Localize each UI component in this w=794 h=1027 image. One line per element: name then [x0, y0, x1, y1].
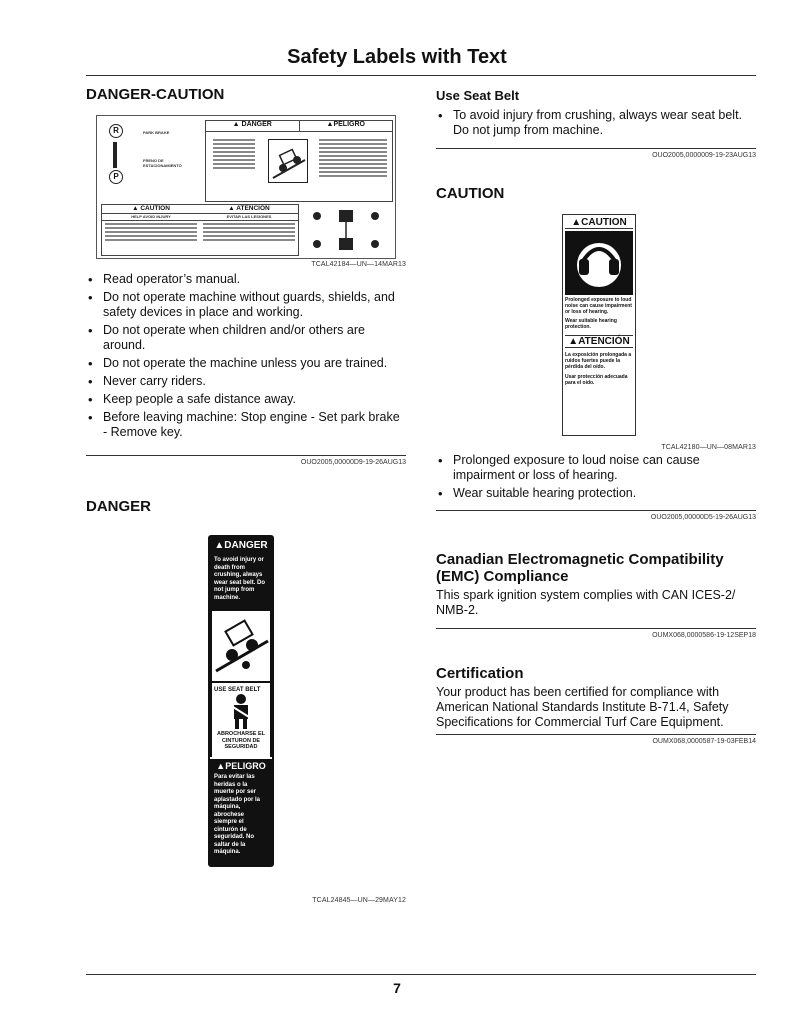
peligro-label-header: ▲PELIGRO [210, 757, 272, 772]
crush-pictogram [212, 611, 270, 681]
list-item: • Do not operate when children and/or others are around. [86, 323, 406, 353]
danger-caution-heading: DANGER-CAUTION [86, 86, 225, 103]
danger-caution-ref: OUO2005,00000D9-19-26AUG13 [300, 459, 406, 466]
park-icon: P [109, 170, 123, 184]
danger-heading: DANGER [86, 498, 152, 515]
list-item: • Wear suitable hearing protection. [436, 486, 756, 501]
caution-label-image [562, 214, 636, 436]
danger-label-header: ▲DANGER [210, 537, 272, 555]
abrocharse-text: ABROCHARSE EL CINTURON DE SEGURIDAD [212, 731, 270, 757]
list-item: • Read operator’s manual. [86, 272, 406, 287]
section-divider [436, 510, 756, 511]
list-item: • Do not operate machine without guards, shields, and safety devices in place and working. [86, 290, 406, 320]
footer-divider [86, 974, 756, 975]
caution-ref: OUO2005,00000D5-19-26AUG13 [650, 514, 756, 521]
help-avoid-injury: HELP AVOID INJURY [131, 214, 171, 219]
section-divider [86, 455, 406, 456]
danger-caution-label-image [96, 115, 396, 259]
atencion-label-text1: La exposición prolongada a ruidos fuertes puede la pérdida del oído. [565, 352, 632, 370]
danger-panel [205, 120, 393, 202]
list-item: • To avoid injury from crushing, always wear seat belt. Do not jump from machine. [436, 108, 756, 138]
caution-panel [101, 204, 299, 256]
certification-text: Your product has been certified for compliance with American National Standards Institute B-71.4, Safety Specifications for Commercial Turf Care Equipment. [436, 685, 729, 729]
peligro-label-text: Para evitar las heridas o la muerte por ser aplastado por la máquina, abrochese siempre el cinturón de seguridad. No saltar de la máquina. [214, 774, 261, 855]
lever-icon [113, 142, 117, 168]
certification-heading: Certification [436, 665, 524, 682]
list-item: • Keep people a safe distance away. [86, 392, 406, 407]
danger-label-text: To avoid injury or death from crushing, always wear seat belt. Do not jump from machine. [214, 557, 266, 601]
mower-diagram [303, 206, 393, 256]
seat-belt-ref: OUO2005,0000009-19-23AUG13 [652, 152, 756, 159]
danger-label-image [208, 535, 274, 867]
use-seat-belt-text: USE SEAT BELT [212, 683, 270, 693]
danger-header: ▲ DANGER [206, 121, 300, 131]
caution-bullet-list [436, 453, 756, 501]
seat-belt-heading: Use Seat Belt [436, 88, 520, 103]
left-column [86, 86, 406, 904]
list-item: • Before leaving machine: Stop engine - Set park brake - Remove key. [86, 410, 406, 440]
section-divider [436, 734, 756, 735]
peligro-header: ▲PELIGRO [326, 121, 365, 128]
caution-header: ▲ CAUTION [132, 205, 170, 212]
caution-label-header: ▲CAUTION [565, 217, 633, 229]
seat-belt-icon [212, 693, 270, 731]
caution-figure-caption: TCAL42180—UN—08MAR13 [661, 444, 756, 451]
danger-caution-figure-caption: TCAL42184—UN—14MAR13 [311, 261, 406, 268]
danger-caution-bullet-list [86, 272, 406, 440]
list-item: • Do not operate the machine unless you are trained. [86, 356, 406, 371]
emc-text: This spark ignition system complies with CAN ICES-2/ NMB-2. [436, 588, 736, 617]
caution-label-text2: Wear suitable hearing protection. [565, 318, 617, 330]
list-item: • Prolonged exposure to loud noise can cause impairment or loss of hearing. [436, 453, 756, 483]
atencion-header: ▲ ATENCION [228, 205, 270, 212]
atencion-label-text2: Usar protección adecuada para el oído. [565, 374, 628, 386]
atencion-label-header: ▲ATENCIÓN [565, 335, 633, 348]
park-brake-icon: R [109, 124, 123, 138]
page-number: 7 [393, 980, 401, 996]
danger-figure-caption: TCAL24845—UN—29MAY12 [312, 897, 406, 904]
title-divider [86, 75, 756, 76]
hearing-protection-pictogram [565, 231, 633, 295]
seat-belt-bullet-list [436, 108, 756, 138]
caution-heading: CAUTION [436, 185, 505, 202]
page-title: Safety Labels with Text [287, 46, 507, 68]
list-item: • Never carry riders. [86, 374, 406, 389]
section-divider [436, 628, 756, 629]
emc-heading: Canadian Electromagnetic Compatibility (EMC) Compliance [436, 551, 724, 585]
park-brake-section [101, 122, 201, 202]
freno-text: FRENO DE ESTACIONAMIENTO [143, 158, 182, 168]
rollover-pictogram [268, 139, 308, 183]
evitar-text: EVITAR LAS LESIONES [226, 214, 272, 219]
right-column [436, 88, 756, 745]
caution-label-text1: Prolonged exposure to loud noise can cause impairment or loss of hearing. [565, 297, 632, 315]
section-divider [436, 148, 756, 149]
emc-ref: OUMX068,0000586-19-12SEP18 [652, 632, 756, 639]
certification-ref: OUMX068,0000587-19-03FEB14 [652, 738, 756, 745]
park-brake-text: PARK BRAKE [143, 130, 170, 135]
